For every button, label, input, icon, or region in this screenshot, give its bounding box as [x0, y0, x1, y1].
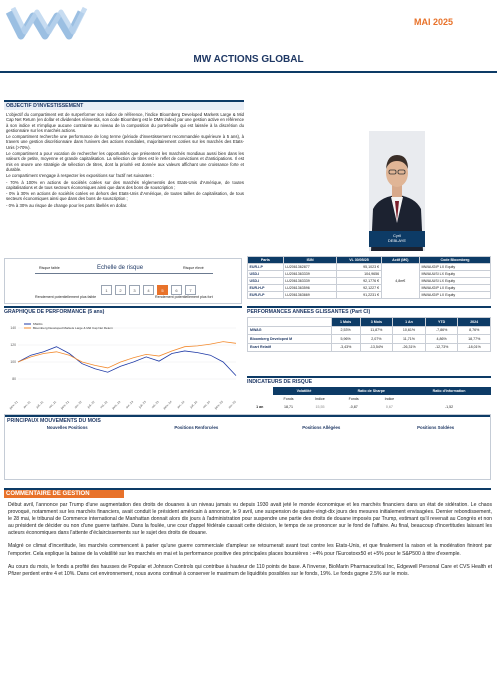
share-isin: LU2061363669 — [283, 292, 337, 299]
table-row — [248, 292, 491, 299]
x-tick-label: juil.-24 — [189, 399, 199, 409]
x-tick-label: juil.-22 — [86, 399, 96, 409]
rolling-perf-label: MWAG — [248, 326, 332, 335]
share-nav: 95,1023 € — [337, 264, 381, 271]
rolling-perf-label: Bloomberg Developed M — [248, 335, 332, 344]
risk-low-label: Risque faible — [39, 266, 60, 270]
risk-sub-blank — [407, 395, 491, 403]
risk-sub-fund: Fonds — [283, 397, 294, 401]
x-tick-label: janv.-22 — [59, 399, 71, 410]
objective-paragraph: - 70% à 100% en actions de sociétés cotées sur des marchés réglementés des Etats-Unis d'Amérique, de toutes capitalisations et de tous secteurs économiques ainsi que dans des bons de souscription ; — [6, 179, 244, 190]
table-row — [248, 278, 491, 285]
risk-level-2: 2 — [115, 285, 126, 295]
share-class: EUR-R-P — [248, 292, 284, 299]
objective-heading: OBJECTIF D'INVESTISSEMENT — [4, 102, 244, 110]
rolling-perf-value: 18,77% — [458, 335, 491, 344]
rolling-perf-value: 4,86% — [425, 335, 458, 344]
risk-indicators-heading: INDICATEURS DE RISQUE — [247, 379, 313, 385]
share-nav: 92,1776 € — [337, 278, 381, 285]
movements-increased: Positions Renforcées — [174, 425, 219, 430]
share-bloomberg: MWAUGIP LX Equity — [419, 292, 490, 299]
risk-value: 18,71 — [284, 405, 294, 409]
perf-chart-svg — [4, 318, 242, 410]
movements-reduced: Positions Allégées — [302, 425, 341, 430]
x-tick-label: oct.-21 — [47, 399, 58, 410]
x-tick-label: oct.-22 — [99, 399, 109, 410]
rolling-perf-value: 2,07% — [360, 335, 393, 344]
movements-section — [4, 414, 491, 480]
manager-name — [369, 233, 425, 243]
movements-heading: PRINCIPAUX MOUVEMENTS DU MOIS — [7, 418, 101, 424]
risk-row-label: 1 an — [256, 405, 264, 409]
shares-col-isin: ISIN — [283, 257, 337, 264]
rolling-perf-value: -18,01% — [458, 343, 491, 352]
risk-sub-blank — [247, 395, 273, 403]
share-bloomberg: MWAUUSI LX Equity — [419, 271, 490, 278]
movements-header-row — [5, 425, 492, 430]
x-tick-label: oct.-23 — [150, 399, 160, 410]
share-class: USD-I — [248, 271, 284, 278]
objective-paragraph: Le compartiment a pour vocation de rechercher les opportunités que présentent les marchés mondiaux aussi bien dans les valeurs de petite, moyenne et grande capitalisation. La sélection de titres est le reflet de convictions et d'anticipations. Il est mis en œuvre une stratégie de sélection de titres, dont la priorité est donnée aux valeurs affichant une croissance forte et durable. — [6, 151, 244, 172]
x-tick-label: juil.-21 — [35, 399, 45, 409]
report-date: MAI 2025 — [413, 17, 453, 27]
rolling-perf-col-ytd: YTD — [425, 318, 458, 327]
risk-indicators-header-row — [247, 387, 491, 395]
commentary-text — [8, 502, 492, 584]
rolling-perf-value: 11,71% — [393, 335, 426, 344]
risk-indicators-header — [247, 376, 491, 386]
objective-paragraph: - 0% à 30% au risque de change pour les parts libellés en dollar. — [6, 202, 128, 208]
table-row — [247, 403, 491, 411]
shares-table — [247, 256, 491, 299]
legend-label: Bloomberg Developed Markets Large & Mid Cap Net Return — [33, 326, 113, 330]
objective-paragraph: Le compartiment recherche une performance de long terme (période d'investissement recommandée supérieure à 5 ans), à travers une gestion discrétionnaire dans l'univers des actions mondiales, majoritairement cotées sur les marchés des Etats-Unis (>70%). — [6, 134, 244, 150]
perf-chart-header — [4, 306, 242, 316]
share-nav: 92,1227 € — [337, 285, 381, 292]
movements-columns — [5, 425, 492, 430]
perf-chart-heading: GRAPHIQUE DE PERFORMANCE (5 ans) — [4, 309, 105, 315]
x-tick-label: juil.-23 — [137, 399, 147, 409]
risk-col-sharpe: Ratio de Sharpe — [335, 387, 407, 395]
x-tick-label: janv.-23 — [111, 399, 122, 410]
rolling-perf-value: -3,43% — [331, 343, 360, 352]
rolling-perf-value: -12,73% — [425, 343, 458, 352]
perf-chart — [4, 318, 242, 410]
table-row — [248, 264, 491, 271]
objective-text — [6, 112, 244, 209]
title-underline — [0, 71, 497, 73]
rolling-perf-col-1m: 1 Mois — [331, 318, 360, 327]
risk-subheader-row — [247, 395, 491, 403]
rolling-perf-heading: PERFORMANCES ANNEES GLISSANTES (Part CI) — [247, 309, 371, 315]
risk-level-5-selected: 5 — [157, 285, 168, 295]
shares-col-part: Parts — [248, 257, 284, 264]
x-tick-label: janv.-25 — [213, 399, 224, 410]
rolling-perf-col-blank — [248, 318, 332, 327]
risk-level-3: 3 — [129, 285, 140, 295]
table-row — [248, 271, 491, 278]
rolling-perf-col-3m: 3 Mois — [360, 318, 393, 327]
risk-arrow — [35, 273, 213, 274]
risk-level-4: 4 — [143, 285, 154, 295]
x-tick-label: avr.-24 — [176, 399, 186, 410]
manager-first-name: Cyril — [393, 233, 401, 238]
commentary-paragraph: Début avril, l'annonce par Trump d'une augmentation des droits de douanes à un niveau jamais vu depuis 1930 avait jeté le monde économique et les marchés financiers dans un état de sidération. Le chaos provoqué, notamment sur les marchés financiers, avait conduit le président américain à annoncer, le 9 avril, une suspension de quatre-vingt-dix jours des mesures initialement envisagées. Dernier rebondissement, le 28 mai, le tribunal de Commerce international de Manhattan donnait alors dix jours à l'administration pour suspendre une partie des droits de douane imposés par Trump, estimant qu'il revenait au Congrès et non au président de décider ou non d'une guerre tarifaire. Dans la foulée, une cour d'appel fédérale cassait cette décision, le temps de se prononcer sur le fond de l'affaire. Au final, beaucoup d'incertitudes laissant les acteurs économiques dans l'attente d'éclaircissements sur le sujet des droits de douane. — [8, 502, 492, 537]
rolling-perf-header — [247, 306, 491, 316]
rolling-perf-value: 10,61% — [393, 326, 426, 335]
x-tick-label: avr.-25 — [227, 399, 237, 410]
share-class: EUR-H-P — [248, 285, 284, 292]
x-tick-label: janv.-21 — [8, 399, 19, 410]
x-tick-label: avr.-21 — [22, 399, 32, 410]
shares-header-row — [248, 257, 491, 264]
x-tick-label: oct.-24 — [201, 399, 212, 410]
series-line-mwag — [18, 347, 236, 376]
rolling-perf-label: Ecart Relatif — [248, 343, 332, 352]
share-aum: 4,8m€ — [381, 264, 419, 299]
objective-paragraph: L'objectif du compartiment est de surperformer son indice de référence, l'indice Bloomberg Developed Markets Large & Mid Cap Net Return (en dollar et dividendes réinvestis, son code Bloomberg est le DMN index) par une gestion active en référence à son indice et n'implique aucune contrainte au niveau de la composition du portefeuille qui est laissée à la discrétion du gestionnaire sur les marchés actions. — [6, 112, 244, 133]
risk-low-return: Rendement potentiellement plus faible — [35, 295, 97, 299]
objective-header — [4, 100, 244, 110]
manager-last-name: DEBLAYE — [387, 238, 407, 243]
risk-scale-title: Echelle de risque — [97, 265, 144, 271]
x-tick-label: avr.-22 — [73, 399, 83, 410]
table-row — [248, 343, 491, 352]
x-tick-label: avr.-23 — [124, 399, 135, 410]
risk-sub-fund: Fonds — [348, 397, 359, 401]
risk-high-return: Rendement potentiellement plus fort — [155, 295, 213, 299]
share-isin: LU2061363339 — [283, 271, 337, 278]
mw-logo — [5, 2, 91, 46]
y-tick-label: 80 — [12, 377, 16, 382]
share-isin: LU2061363339 — [283, 278, 337, 285]
risk-high-label: Risque élevé — [183, 266, 204, 270]
x-tick-label: janv.-24 — [162, 399, 173, 410]
shares-col-nav: VL 30/05/25 — [337, 257, 381, 264]
commentary-paragraph: Malgré ce climat d'incertitude, les marchés commencent à parier qu'une guerre commerciale d'ampleur se retournerait avant tout contre les Etats-Unis, et que finalement la raison et la modération finiront par l'emporter. Cela explique la baisse de la volatilité sur les marchés en mai et la performance positive des principales places boursières : +4% pour l'Eurostoxx50 et +5% pour le S&P500 à titre d'exemple. — [8, 543, 492, 557]
share-isin: LU2061362877 — [283, 264, 337, 271]
risk-value: 0,67 — [385, 405, 393, 409]
table-row — [248, 335, 491, 344]
risk-level-6: 6 — [171, 285, 182, 295]
risk-sub-index: Indice — [384, 397, 395, 401]
rolling-perf-col-2024: 2024 — [458, 318, 491, 327]
rolling-perf-value: -7,86% — [425, 326, 458, 335]
risk-value: -0,87 — [349, 405, 358, 409]
risk-indicators-table — [247, 387, 491, 411]
risk-level-1: 1 — [101, 285, 112, 295]
rolling-perf-col-1y: 1 An — [393, 318, 426, 327]
rolling-perf-value: 8,76% — [458, 326, 491, 335]
rolling-perf-value: -13,54% — [360, 343, 393, 352]
commentary-header — [4, 488, 491, 498]
risk-scale-box — [4, 258, 242, 304]
objective-paragraph: Le compartiment s'engage à respecter les expositions sur l'actif net suivantes : — [6, 173, 154, 179]
table-row — [248, 326, 491, 335]
risk-level-7: 7 — [185, 285, 196, 295]
rolling-perf-table — [247, 317, 491, 352]
risk-value: -1,52 — [444, 405, 454, 409]
y-tick-label: 140 — [10, 326, 16, 331]
share-isin: LU2061363596 — [283, 285, 337, 292]
table-row — [248, 285, 491, 292]
share-bloomberg: MWAUGIP LX Equity — [419, 285, 490, 292]
movements-new: Nouvelles Positions — [46, 425, 88, 430]
risk-col-blank — [247, 387, 273, 395]
rolling-perf-value: 2,53% — [331, 326, 360, 335]
risk-col-information: Ratio d'Information — [407, 387, 491, 395]
objective-paragraph: - 0% à 30% en actions de sociétés cotées en dehors des Etats-Unis d'Amérique, de toutes tailles de capitalisation, de tous secteurs économiques ainsi que dans des bons de souscription ; — [6, 191, 244, 202]
movements-sold: Positions Soldées — [417, 425, 455, 430]
share-bloomberg: MWAUUSI LX Equity — [419, 278, 490, 285]
fund-title: MW ACTIONS GLOBAL — [193, 54, 304, 65]
commentary-heading: COMMENTAIRE DE GESTION — [4, 490, 124, 498]
share-class: EUR-I-P — [248, 264, 284, 271]
risk-col-volatility: Volatilité — [273, 387, 336, 395]
share-nav: 91,2231 € — [337, 292, 381, 299]
risk-value: 15,55 — [315, 405, 325, 409]
share-nav: 104,9656 — [337, 271, 381, 278]
rolling-perf-header-row — [248, 318, 491, 327]
share-bloomberg: MWAUGIP LX Equity — [419, 264, 490, 271]
legend-label: MWAG — [33, 322, 43, 326]
rolling-perf-value: 11,87% — [360, 326, 393, 335]
commentary-paragraph: Au cours du mois, le fonds a profité des hausses de Popular et Johnson Controls qui contribue à hauteur de 110 points de base. A l'inverse, BioMarin Pharmaceutical Inc, Edgewell Personal Care et CVS Health et Pfizer perdent entre 4 et 10%. Dans cet environnement, nous avons continué à conserver le maximum de liquidités possibles sur le fonds, 19%. Le fonds gagne 2.5% sur le mois. — [8, 563, 492, 577]
share-class: USD-I — [248, 278, 284, 285]
rolling-perf-value: -26,31% — [393, 343, 426, 352]
shares-col-bloomberg: Code Bloomberg — [419, 257, 490, 264]
risk-sub-index: Indice — [315, 397, 325, 401]
shares-col-aum: Actif (M€) — [381, 257, 419, 264]
y-tick-label: 100 — [10, 360, 16, 365]
rolling-perf-value: 5,96% — [331, 335, 360, 344]
y-tick-label: 120 — [10, 343, 16, 348]
